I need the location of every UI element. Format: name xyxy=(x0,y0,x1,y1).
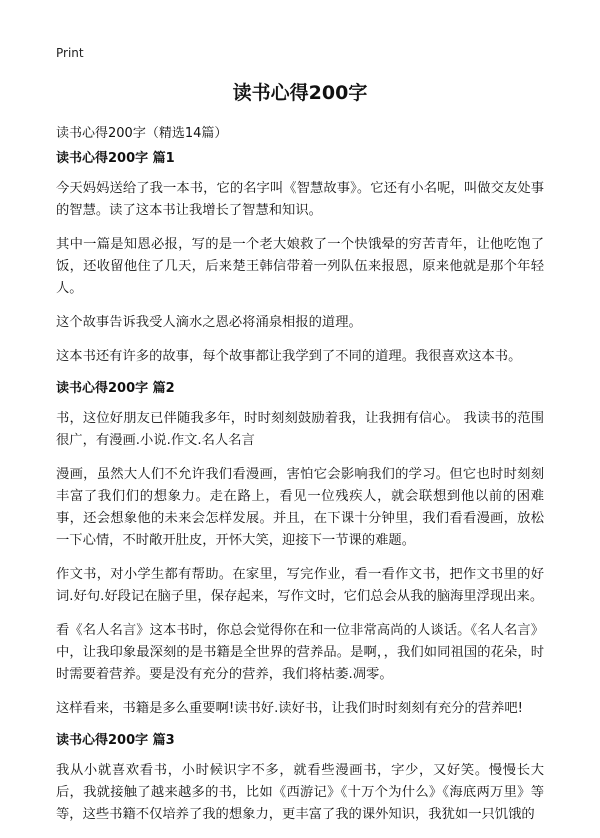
paragraph: 今天妈妈送给了我一本书，它的名字叫《智慧故事》。它还有小名呢，叫做交友处事的智慧。读了这本书让我增长了智慧和知识。 xyxy=(56,181,544,218)
paragraph: 书，这位好朋友已伴随我多年，时时刻刻鼓励着我，让我拥有信心。 我读书的范围很广，有漫画.小说.作文.名人名言 xyxy=(56,411,544,448)
paragraph: 这样看来，书籍是多么重要啊!读书好.读好书，让我们时时刻刻有充分的营养吧! xyxy=(56,701,523,716)
paragraph: 这个故事告诉我受人滴水之恩必将涌泉相报的道理。 xyxy=(56,315,362,330)
paragraph: 看《名人名言》这本书时，你总会觉得你在和一位非常高尚的人谈话。《名人名言》中，让我印象最深刻的是书籍是全世界的营养品。是啊，，我们如同祖国的花朵，时时需要着营养。要是没有充分的营养，我们将枯萎.凋零。 xyxy=(56,623,544,682)
section-1 xyxy=(56,150,544,368)
section-heading: 读书心得200字 篇1 xyxy=(56,151,175,166)
print-label[interactable]: Print xyxy=(56,46,84,60)
page-title: 读书心得200字 xyxy=(232,82,368,104)
section-3 xyxy=(56,732,544,826)
paragraph: 作文书，对小学生都有帮助。在家里，写完作业，看一看作文书，把作文书里的好词.好句.好段记在脑子里，保存起来，写作文时，它们总会从我的脑海里浮现出来。 xyxy=(56,567,544,604)
article-body xyxy=(56,150,544,838)
paragraph: 这本书还有许多的故事，每个故事都让我学到了不同的道理。我很喜欢这本书。 xyxy=(56,349,522,364)
section-heading: 读书心得200字 篇3 xyxy=(56,733,175,748)
paragraph: 其中一篇是知恩必报，写的是一个老大娘救了一个快饿晕的穷苦青年，让他吃饱了饭，还收留他住了几天，后来楚王韩信带着一列队伍来报恩，原来他就是那个年轻人。 xyxy=(56,237,544,296)
paragraph: 我从小就喜欢看书，小时候识字不多，就看些漫画书，字少，又好笑。慢慢长大后，我就接触了越来越多的书，比如《西游记》《十万个为什么》《海底两万里》等等，这些书籍不仅培养了我的想象力，更丰富了我的课外知识，我犹如一只饥饿的 xyxy=(56,763,544,822)
section-heading: 读书心得200字 篇2 xyxy=(56,381,175,396)
section-2 xyxy=(56,380,544,720)
paragraph: 漫画，虽然大人们不允许我们看漫画，害怕它会影响我们的学习。但它也时时刻刻丰富了我们们的想象力。走在路上，看见一位残疾人，就会联想到他以前的困难事，还会想象他的未来会怎样发展。并且，在下课十分钟里，我们看看漫画，放松一下心情，不时敞开肚皮，开怀大笑，迎接下一节课的难题。 xyxy=(56,467,544,548)
document-subtitle: 读书心得200字（精选14篇） xyxy=(56,126,228,141)
